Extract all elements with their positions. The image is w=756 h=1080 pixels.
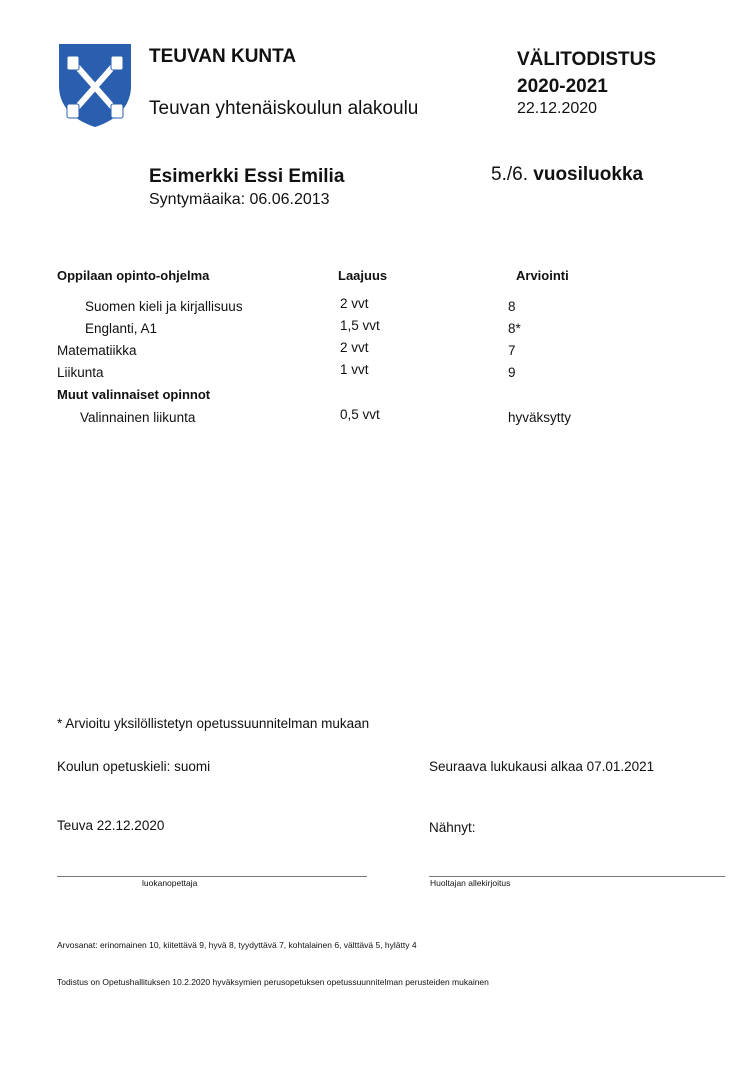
school-year: 2020-2021 xyxy=(517,76,608,97)
grading-scale: Arvosanat: erinomainen 10, kiitettävä 9, hyvä 8, tyydyttävä 7, kohtalainen 6, välttävä 5, hylätty 4 xyxy=(57,940,417,950)
grade-row-2: 8* xyxy=(508,321,521,336)
municipality-name: TEUVAN KUNTA xyxy=(149,46,297,67)
header-assessment: Arviointi xyxy=(516,268,569,283)
document-type: VÄLITODISTUS xyxy=(517,49,656,70)
grade-row-1: 8 xyxy=(508,299,516,314)
subject-row-2: Englanti, A1 xyxy=(85,321,158,336)
subject-row-1: Suomen kieli ja kirjallisuus xyxy=(85,299,243,314)
grade-row-3: 7 xyxy=(508,343,516,358)
school-name: Teuvan yhtenäiskoulun alakoulu xyxy=(149,98,419,119)
subject-row-4: Liikunta xyxy=(57,365,104,380)
guardian-label: Huoltajan allekirjoitus xyxy=(430,878,511,888)
birth-date: Syntymäaika: 06.06.2013 xyxy=(149,191,330,208)
seen-label: Nähnyt: xyxy=(429,820,476,835)
grade-level xyxy=(491,164,643,186)
scope-row-3: 2 vvt xyxy=(340,340,369,355)
curriculum-basis: Todistus on Opetushallituksen 10.2.2020 hyväksymien perusopetuksen opetussuunnitelman perusteiden mukainen xyxy=(57,977,489,987)
teacher-signature-line xyxy=(57,876,367,877)
place-date: Teuva 22.12.2020 xyxy=(57,818,165,833)
header-program: Oppilaan opinto-ohjelma xyxy=(57,268,210,283)
grade-number: 5./6. xyxy=(491,164,528,185)
issue-date: 22.12.2020 xyxy=(517,100,598,117)
optional-scope-row-1: 0,5 vvt xyxy=(340,407,380,422)
header-scope: Laajuus xyxy=(338,268,388,283)
student-name: Esimerkki Essi Emilia xyxy=(149,166,345,187)
optional-subject-row-1: Valinnainen liikunta xyxy=(80,410,196,425)
scope-row-2: 1,5 vvt xyxy=(340,318,380,333)
teaching-language: Koulun opetuskieli: suomi xyxy=(57,759,211,774)
optional-grade-row-1: hyväksytty xyxy=(508,410,572,425)
optional-studies-header: Muut valinnaiset opinnot xyxy=(57,387,211,402)
teacher-label: luokanopettaja xyxy=(142,878,198,888)
document-title xyxy=(517,46,656,100)
next-term: Seuraava lukukausi alkaa 07.01.2021 xyxy=(429,759,655,774)
coat-of-arms-icon xyxy=(57,42,133,128)
guardian-signature-line xyxy=(429,876,725,877)
scope-row-4: 1 vvt xyxy=(340,362,369,377)
scope-row-1: 2 vvt xyxy=(340,296,369,311)
grade-row-4: 9 xyxy=(508,365,516,380)
grade-word: vuosiluokka xyxy=(533,164,644,185)
subject-row-3: Matematiikka xyxy=(57,343,137,358)
assessment-note: * Arvioitu yksilöllistetyn opetussuunnitelman mukaan xyxy=(57,716,370,731)
